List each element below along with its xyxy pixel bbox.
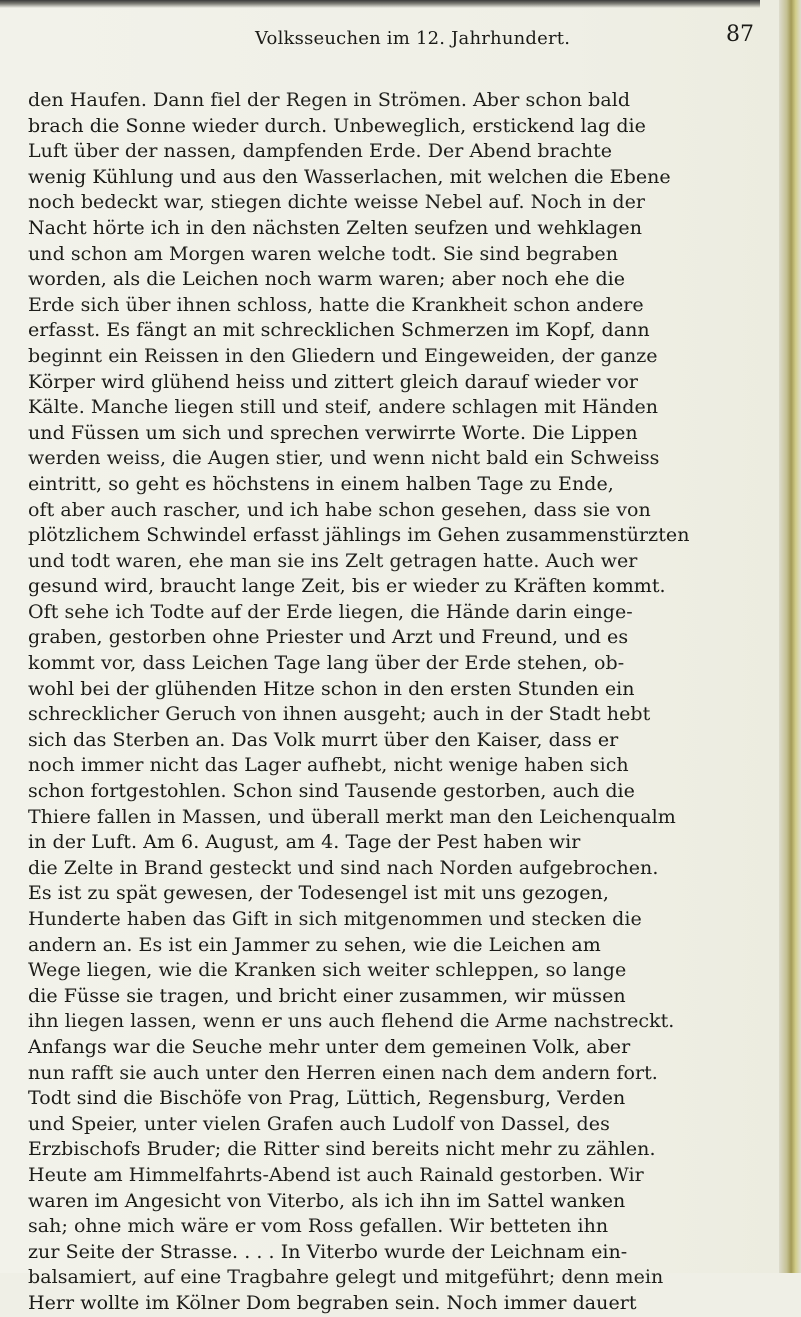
- text-line: kommt vor, dass Leichen Tage lang über der Erde stehen, ob-: [28, 652, 625, 675]
- text-line: Herr wollte im Kölner Dom begraben sein. Noch immer dauert: [28, 1291, 637, 1314]
- text-line: Erzbischofs Bruder; die Ritter sind bereits nicht mehr zu zählen.: [28, 1138, 656, 1161]
- text-line: Oft sehe ich Todte auf der Erde liegen, die Hände darin einge-: [28, 600, 633, 623]
- text-line: in der Luft. Am 6. August, am 4. Tage der Pest haben wir: [28, 831, 581, 854]
- page-number: 87: [726, 22, 754, 47]
- page-edge-stain: [779, 0, 801, 1273]
- text-line: nun rafft sie auch unter den Herren einen nach dem andern fort.: [28, 1061, 658, 1084]
- text-line: erfasst. Es fängt an mit schrecklichen Schmerzen im Kopf, dann: [28, 319, 650, 342]
- text-line: graben, gestorben ohne Priester und Arzt und Freund, und es: [28, 626, 629, 649]
- body-text: [28, 88, 753, 1317]
- text-line: Wege liegen, wie die Kranken sich weiter schleppen, so lange: [28, 959, 627, 982]
- text-line: wenig Kühlung und aus den Wasserlachen, mit welchen die Ebene: [28, 165, 671, 188]
- text-line: eintritt, so geht es höchstens in einem halben Tage zu Ende,: [28, 472, 614, 495]
- running-head: [0, 18, 801, 58]
- text-line: worden, als die Leichen noch warm waren; aber noch ehe die: [28, 268, 626, 291]
- text-line: balsamiert, auf eine Tragbahre gelegt und mitgeführt; denn mein: [28, 1266, 664, 1289]
- text-line: noch bedeckt war, stiegen dichte weisse Nebel auf. Noch in der: [28, 191, 646, 214]
- text-line: oft aber auch rascher, und ich habe schon gesehen, dass sie von: [28, 498, 651, 521]
- scan-top-shadow: [0, 0, 760, 8]
- text-line: andern an. Es ist ein Jammer zu sehen, wie die Leichen am: [28, 933, 601, 956]
- text-line: gesund wird, braucht lange Zeit, bis er wieder zu Kräften kommt.: [28, 575, 666, 598]
- text-line: zur Seite der Strasse. . . . In Viterbo wurde der Leichnam ein-: [28, 1240, 628, 1263]
- text-line: und Füssen um sich und sprechen verwirrte Worte. Die Lippen: [28, 421, 638, 444]
- text-line: Thiere fallen in Massen, und überall merkt man den Leichenqualm: [28, 805, 676, 828]
- text-line: schrecklicher Geruch von ihnen ausgeht; auch in der Stadt hebt: [28, 703, 651, 726]
- text-line: sich das Sterben an. Das Volk murrt über den Kaiser, dass er: [28, 728, 619, 751]
- text-line: die Zelte in Brand gesteckt und sind nach Norden aufgebrochen.: [28, 856, 659, 879]
- text-line: Anfangs war die Seuche mehr unter dem gemeinen Volk, aber: [28, 1035, 631, 1058]
- running-title: Volksseuchen im 12. Jahrhundert.: [255, 28, 571, 49]
- text-line: Erde sich über ihnen schloss, hatte die Krankheit schon andere: [28, 293, 644, 316]
- text-line: und Speier, unter vielen Grafen auch Ludolf von Dassel, des: [28, 1112, 610, 1135]
- text-line: Luft über der nassen, dampfenden Erde. Der Abend brachte: [28, 140, 613, 163]
- text-line: den Haufen. Dann fiel der Regen in Strömen. Aber schon bald: [28, 89, 631, 111]
- text-line: die Füsse sie tragen, und bricht einer zusammen, wir müssen: [28, 984, 626, 1007]
- text-line: Nacht hörte ich in den nächsten Zelten seufzen und wehklagen: [28, 216, 643, 239]
- text-line: sah; ohne mich wäre er vom Ross gefallen. Wir betteten ihn: [28, 1215, 609, 1238]
- text-line: wohl bei der glühenden Hitze schon in den ersten Stunden ein: [28, 677, 635, 700]
- text-line: Todt sind die Bischöfe von Prag, Lüttich, Regensburg, Verden: [28, 1087, 626, 1110]
- text-line: noch immer nicht das Lager aufhebt, nicht wenige haben sich: [28, 754, 629, 777]
- text-line: schon fortgestohlen. Schon sind Tausende gestorben, auch die: [28, 780, 635, 803]
- text-line: Heute am Himmelfahrts-Abend ist auch Rainald gestorben. Wir: [28, 1163, 644, 1186]
- text-line: beginnt ein Reissen in den Gliedern und Eingeweiden, der ganze: [28, 344, 658, 367]
- text-line: waren im Angesicht von Viterbo, als ich ihn im Sattel wanken: [28, 1189, 626, 1212]
- text-line: werden weiss, die Augen stier, und wenn nicht bald ein Schweiss: [28, 447, 660, 470]
- text-line: und todt waren, ehe man sie ins Zelt getragen hatte. Auch wer: [28, 549, 638, 572]
- text-line: plötzlichem Schwindel erfasst jählings im Gehen zusammenstürzten: [28, 524, 690, 547]
- text-line: Hunderte haben das Gift in sich mitgenommen und stecken die: [28, 908, 642, 930]
- text-line: und schon am Morgen waren welche todt. Sie sind begraben: [28, 242, 619, 265]
- text-line: Kälte. Manche liegen still und steif, andere schlagen mit Händen: [28, 396, 659, 419]
- text-line: Körper wird glühend heiss und zittert gleich darauf wieder vor: [28, 370, 639, 393]
- text-line: ihn liegen lassen, wenn er uns auch flehend die Arme nachstreckt.: [28, 1010, 675, 1033]
- text-line: Es ist zu spät gewesen, der Todesengel ist mit uns gezogen,: [28, 882, 609, 905]
- text-line: brach die Sonne wieder durch. Unbeweglich, erstickend lag die: [28, 114, 646, 137]
